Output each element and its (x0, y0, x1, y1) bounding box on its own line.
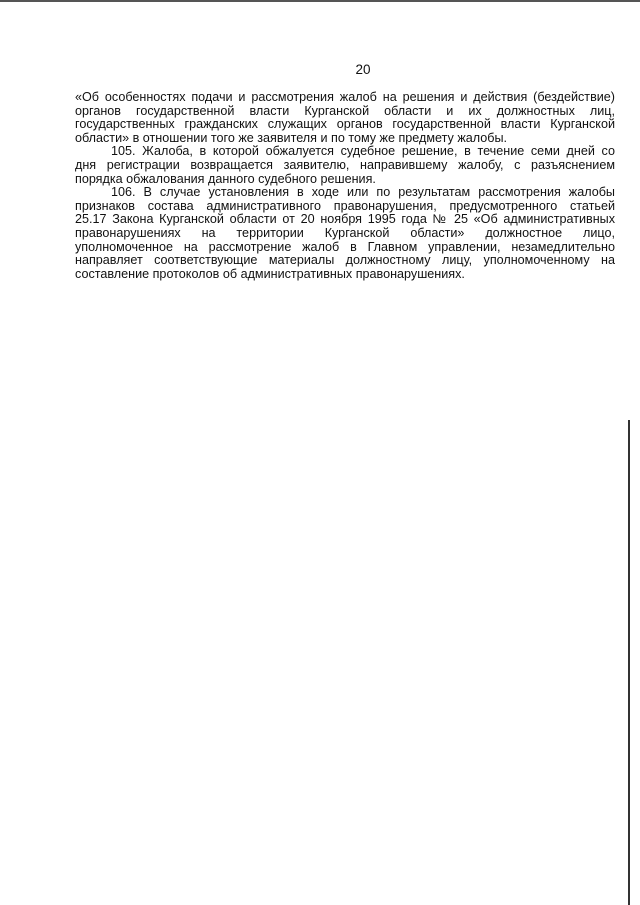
text-line: области» в отношении того же заявителя и по тому же предмету жалобы. (75, 130, 508, 145)
paragraph-continuation (75, 91, 615, 145)
text-line: уполномоченное на рассмотрение жалоб в Главном управлении, незамедлительно (75, 239, 615, 254)
text-line: составление протоколов об административных правонарушениях. (75, 266, 465, 281)
text-line: 25.17 Закона Курганской области от 20 ноября 1995 года № 25 «Об административных (75, 212, 615, 227)
text-line: дня регистрации возвращается заявителю, направившему жалобу, с разъяснением (75, 157, 615, 172)
text-line: направляет соответствующие материалы должностному лицу, уполномоченному на (75, 253, 615, 268)
text-line: государственных гражданских служащих органов государственной власти Курганской (75, 117, 615, 132)
page-number: 20 (355, 62, 371, 77)
paragraph-106 (75, 186, 615, 281)
text-line: 106. В случае установления в ходе или по результатам рассмотрения жалобы (111, 185, 615, 200)
scan-right-edge (628, 420, 630, 905)
text-line: органов государственной власти Курганской области и их должностных лиц, (75, 103, 615, 118)
text-line: правонарушениях на территории Курганской области» должностное лицо, (75, 225, 615, 240)
text-line: признаков состава административного правонарушения, предусмотренного статьей (75, 198, 615, 213)
text-line: порядка обжалования данного судебного решения. (75, 171, 376, 186)
text-line: 105. Жалоба, в которой обжалуется судебное решение, в течение семи дней со (111, 144, 615, 159)
document-body (75, 91, 615, 281)
text-line: «Об особенностях подачи и рассмотрения жалоб на решения и действия (бездействие) (75, 90, 615, 104)
paragraph-105 (75, 145, 615, 186)
scan-top-border (0, 0, 640, 2)
